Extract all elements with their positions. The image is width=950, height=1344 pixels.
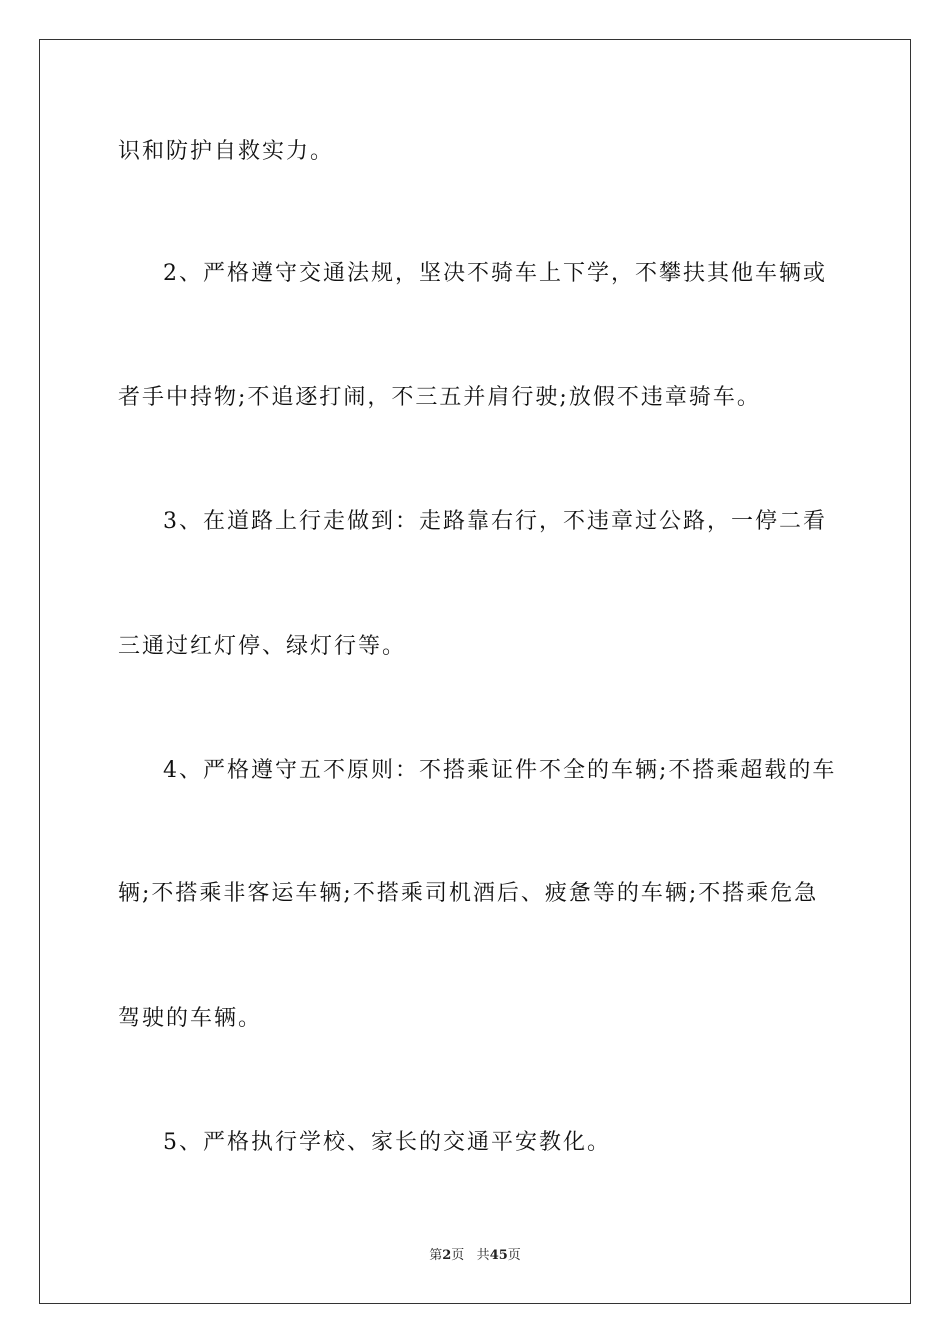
body-text-line-9: 5、严格执行学校、家长的交通平安教化。 — [163, 1130, 611, 1155]
current-page-number: 2 — [442, 1248, 452, 1263]
page-suffix: 页 — [451, 1248, 465, 1263]
body-text-line-5: 三通过红灯停、绿灯行等。 — [118, 634, 407, 659]
body-text-line-7: 辆;不搭乘非客运车辆;不搭乘司机酒后、疲惫等的车辆;不搭乘危急 — [118, 881, 819, 906]
body-text-line-2: 2、严格遵守交通法规，坚决不骑车上下学，不攀扶其他车辆或 — [163, 261, 827, 286]
body-text-line-4: 3、在道路上行走做到：走路靠右行，不违章过公路，一停二看 — [163, 509, 827, 534]
body-text-line-3: 者手中持物;不追逐打闹，不三五并肩行驶;放假不违章骑车。 — [118, 385, 761, 410]
total-page-count: 45 — [489, 1248, 508, 1263]
page-prefix: 第 — [429, 1248, 443, 1263]
total-prefix: 共 — [476, 1248, 490, 1263]
body-text-line-6: 4、严格遵守五不原则：不搭乘证件不全的车辆;不搭乘超载的车 — [163, 758, 837, 783]
body-text-line-1: 识和防护自救实力。 — [118, 139, 335, 164]
total-suffix: 页 — [507, 1248, 521, 1263]
page-border — [39, 39, 911, 1304]
page-footer — [0, 1247, 950, 1265]
body-text-line-8: 驾驶的车辆。 — [118, 1006, 263, 1031]
